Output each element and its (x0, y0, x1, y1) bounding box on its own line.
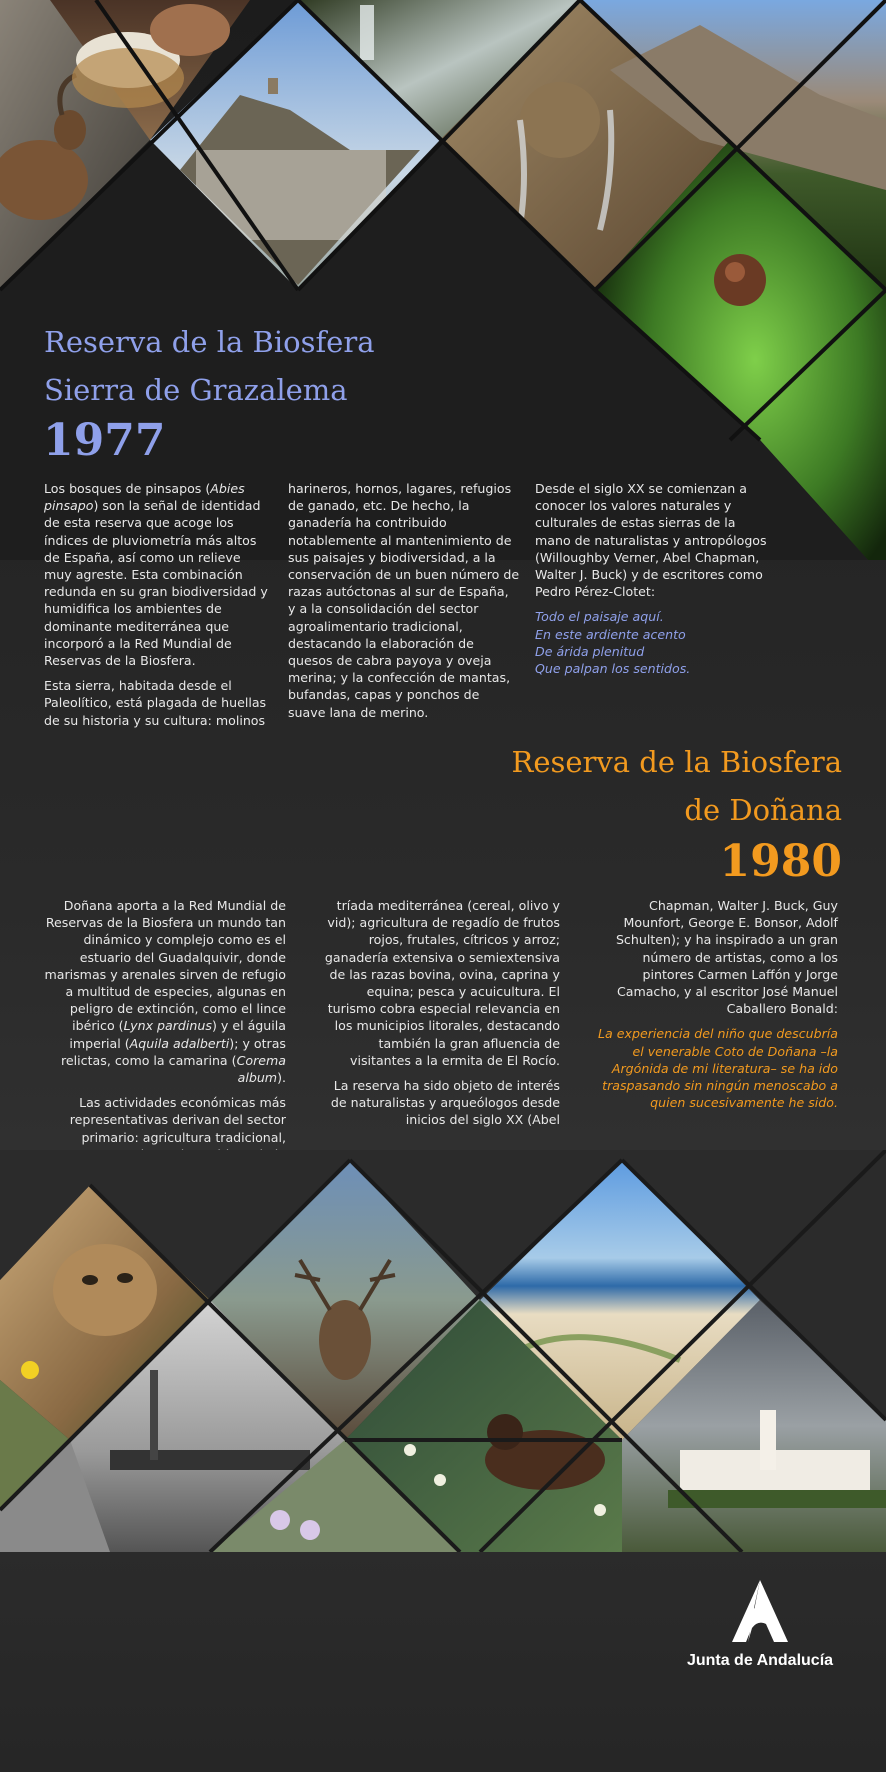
junta-logo (680, 1578, 840, 1670)
grazalema-quote (535, 608, 767, 677)
text-segment: ). (277, 1070, 286, 1086)
grazalema-col2-p1: harineros, hornos, lagares, refugios de ganado, etc. De hecho, la ganadería ha contribuido notablemente al mantenimiento de sus paisajes y biodiversidad, a la conservación de un buen número de razas autóctonas al sur de España, y a la consolidación del sector agroalimentario tradicional, destacando la elaboración de quesos de cabra payoya y oveja merina; y la confección de mantas, bufandas, capas y ponchos de suave lana de merino. (288, 481, 520, 720)
text-segment: ); y otras relictas, como la camarina ( (61, 1035, 286, 1068)
bottom-photo-mosaic (0, 1150, 886, 1552)
grazalema-quote-line: En este ardiente acento (535, 626, 686, 642)
species-name: Corema album (236, 1052, 286, 1086)
donana-col2-p2: La reserva ha sido objeto de interés de naturalistas y arqueólogos desde inicios del siglo XX (Abel (330, 1078, 560, 1128)
grazalema-col-2 (288, 480, 520, 729)
species-name: Lynx pardinus (123, 1018, 212, 1034)
grazalema-col-3 (535, 480, 767, 685)
donana-title (512, 738, 843, 834)
grazalema-quote-line: Que palpan los sentidos. (535, 661, 691, 677)
donana-col-1 (44, 897, 286, 1171)
donana-year: 1980 (719, 836, 842, 887)
text-segment: ) y el águila imperial ( (69, 1018, 286, 1051)
grazalema-col1-p1 (44, 480, 270, 669)
grazalema-year: 1977 (43, 415, 166, 466)
text-segment: Los bosques de pinsapos ( (44, 481, 211, 496)
grazalema-quote-line: Todo el paisaje aquí. (535, 609, 664, 625)
text-segment: ) son la señal de identidad de esta reserva que acoge los índices de pluviometría más altos de España, así como un relieve muy agreste. Esta combinación redunda en su gran biodiversidad y humidifica los ambientes de dominante mediterránea que incorporó a la Red Mundial de Reservas de la Biosfera. (44, 498, 268, 669)
donana-col1-p1 (44, 897, 286, 1086)
donana-col3-p1: Chapman, Walter J. Buck, Guy Mounfort, George E. Bonsor, Adolf Schulten); y ha inspirado a un gran número de artistas, como a los pintores Carmen Laffón y Jorge Camacho, y al escritor José Manuel Caballero Bonald: (615, 898, 838, 1017)
donana-col-2 (318, 897, 560, 1137)
grazalema-col1-p2: Esta sierra, habitada desde el Paleolítico, está plagada de huellas de su historia y su cultura: molinos (44, 678, 267, 728)
top-photo-mosaic (0, 0, 886, 560)
grazalema-title-line1: Reserva de la Biosfera (44, 325, 375, 359)
species-name: Aquila adalberti (129, 1035, 230, 1051)
donana-quote: La experiencia del niño que descubría el venerable Coto de Doñana –la Argónida de mi literatura– se ha ido traspasando sin ningún menoscabo a quien sucesivamente he sido. (598, 1026, 838, 1111)
grazalema-title-line2: Sierra de Grazalema (44, 373, 348, 407)
grazalema-title (44, 318, 375, 414)
text-segment: Doñana aporta a la Red Mundial de Reservas de la Biosfera un mundo tan dinámico y complejo como es el estuario del Guadalquivir, donde marismas y arenales sirven de refugio a multitud de especies, algunas en peligro de extinción, como el lince ibérico ( (44, 898, 286, 1034)
donana-title-line2: de Doñana (684, 793, 842, 827)
junta-logo-text: Junta de Andalucía (686, 1652, 834, 1669)
grazalema-col-1 (44, 480, 270, 737)
species-name: Abies pinsapo (44, 481, 245, 514)
grazalema-quote-line: De árida plenitud (535, 643, 645, 659)
junta-a-logo-icon (724, 1578, 796, 1644)
donana-title-line1: Reserva de la Biosfera (511, 745, 842, 779)
donana-col-3 (596, 897, 838, 1119)
donana-col2-p1: tríada mediterránea (cereal, olivo y vid); agricultura de regadío de frutos rojos, frutales, cítricos y arroz; ganadería extensiva o semiextensiva de las razas bovina, ovina, caprina y equina; pesca y acuicultura. El turismo cobra especial relevancia en los municipios litorales, destacando también la gran afluencia de visitantes a la ermita de El Rocío. (324, 898, 560, 1068)
donana-col1-p2: Las actividades económicas más representativas derivan del sector primario: agricultura tradicional, (69, 1095, 286, 1145)
grazalema-col3-p1: Desde el siglo XX se comienzan a conocer los valores naturales y culturales de estas sierras de la mano de naturalistas y antropólogos (Willoughby Verner, Abel Chapman, Walter J. Buck) y de escritores como Pedro Pérez-Clotet: (535, 481, 767, 600)
